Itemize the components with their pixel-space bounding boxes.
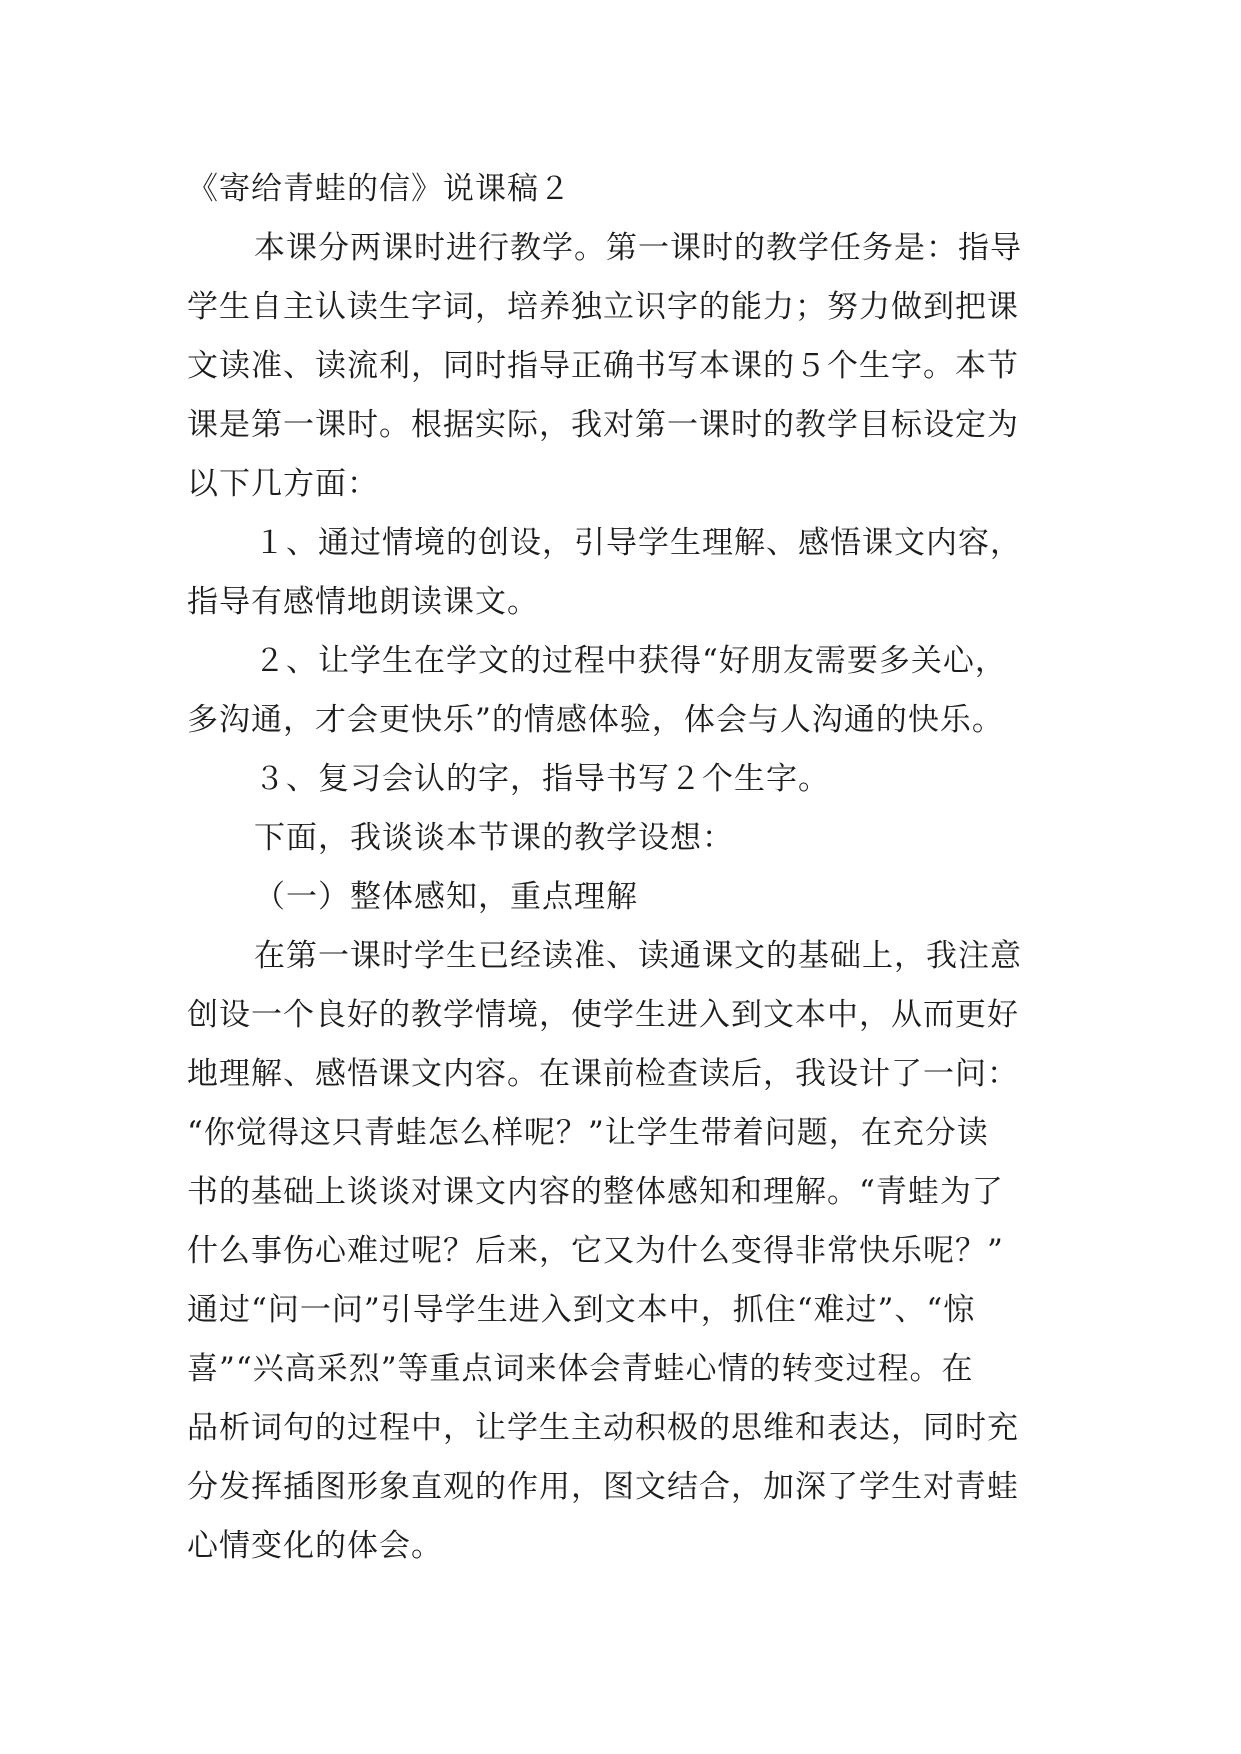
text-line: 课是第一课时。根据实际，我对第一课时的教学目标设定为 [187, 407, 1019, 443]
text-line: 心情变化的体会。 [187, 1528, 443, 1564]
text-line: 喜”“兴高采烈”等重点词来体会青蛙心情的转变过程。在 [187, 1351, 974, 1387]
text-line: ３、复习会认的字，指导书写２个生字。 [254, 761, 830, 797]
text-line: 书的基础上谈谈对课文内容的整体感知和理解。“青蛙为了 [187, 1174, 1004, 1210]
section-heading: （一）整体感知，重点理解 [254, 879, 638, 915]
text-line: 分发挥插图形象直观的作用，图文结合，加深了学生对青蛙 [187, 1469, 1019, 1505]
text-line: 学生自主认读生字词，培养独立识字的能力；努力做到把课 [187, 289, 1019, 325]
text-line: 地理解、感悟课文内容。在课前检查读后，我设计了一问： [187, 1056, 1019, 1092]
text-line: “你觉得这只青蛙怎么样呢？”让学生带着问题，在充分读 [187, 1115, 989, 1151]
text-line: 指导有感情地朗读课文。 [187, 584, 539, 620]
document-title: 《寄给青蛙的信》说课稿２ [187, 171, 571, 207]
text-line: 多沟通，才会更快乐”的情感体验，体会与人沟通的快乐。 [187, 702, 1004, 738]
text-line: 创设一个良好的教学情境，使学生进入到文本中，从而更好 [187, 997, 1019, 1033]
text-line: 在第一课时学生已经读准、读通课文的基础上，我注意 [254, 938, 1022, 974]
text-line: 什么事伤心难过呢？后来，它又为什么变得非常快乐呢？” [187, 1233, 1004, 1269]
text-line: １、通过情境的创设，引导学生理解、感悟课文内容， [254, 525, 1022, 561]
text-line: 品析词句的过程中，让学生主动积极的思维和表达，同时充 [187, 1410, 1019, 1446]
text-line: ２、让学生在学文的过程中获得“好朋友需要多关心， [254, 643, 1007, 679]
text-line: 文读准、读流利，同时指导正确书写本课的５个生字。本节 [187, 348, 1019, 384]
text-line: 下面，我谈谈本节课的教学设想： [254, 820, 734, 856]
text-line: 以下几方面： [187, 466, 379, 502]
text-line: 通过“问一问”引导学生进入到文本中，抓住“难过”、“惊 [187, 1292, 976, 1328]
text-line: 本课分两课时进行教学。第一课时的教学任务是：指导 [254, 230, 1022, 266]
